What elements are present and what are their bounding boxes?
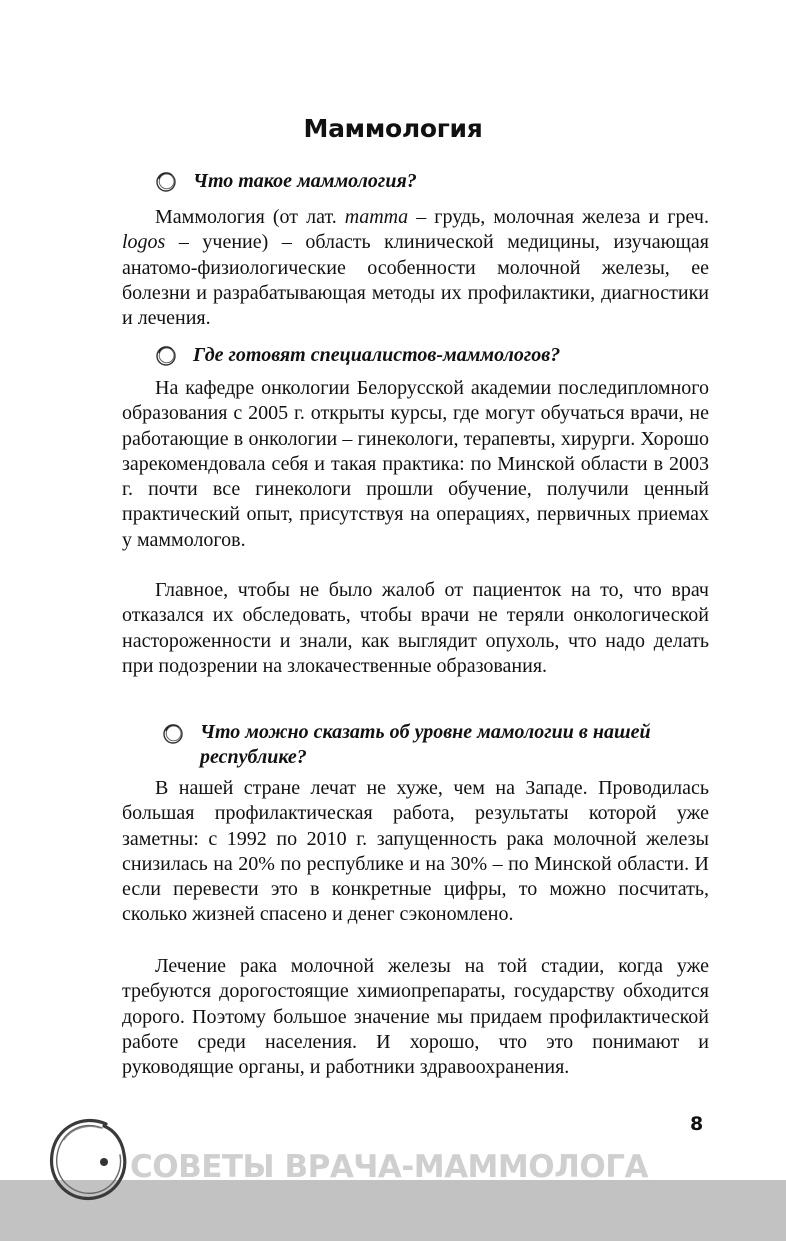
paragraph: На кафедре онкологии Белорусской академии последипломного образования с 2005 г. открыты курсы, где могут обучаться врачи, не работающие в онкологии – гинекологи, терапевты, хирурги. Хорошо зарекомендовала себя и такая практика: по Минской области в 2003 г. почти все гинекологи прошли обучение, получили ценный практический опыт, присутствуя на операциях, первичных приемах у маммологов. <box>122 377 709 551</box>
question-circle-icon <box>155 171 177 193</box>
question-circle-icon <box>155 345 177 367</box>
question-heading: Где готовят специалистов-маммологов? <box>193 344 561 366</box>
page-title: Маммология <box>303 114 483 143</box>
question-line: республике? <box>200 746 307 768</box>
enso-circle-logo-icon <box>44 1110 132 1206</box>
question-circle-icon <box>162 723 184 745</box>
paragraph: В нашей стране лечат не хуже, чем на Западе. Проводилась большая профилактическая работа, результаты которой уже заметны: с 1992 по 2010 г. запущенность рака молочной железы снизилась на 20% по республике и на 30% – по Минской области. И если перевести это в конкретные цифры, то можно посчитать, сколько жизней спасено и денег сэкономлено. <box>122 777 709 926</box>
book-title: СОВЕТЫ ВРАЧА-МАММОЛОГА <box>130 1149 648 1185</box>
question-heading <box>200 720 651 770</box>
paragraph: Лечение рака молочной железы на той стадии, когда уже требуются дорогостоящие химиопрепараты, государству обходится дорого. Поэтому большое значение мы придаем профилактической работе среди населения. И хорошо, что это понимают и руководящие органы, и работники здравоохранения. <box>122 955 709 1079</box>
page-number: 8 <box>690 1113 704 1135</box>
paragraph: Маммология (от лат. mamma – грудь, молочная железа и греч. logos – учение) – область клинической медицины, изучающая анатомо-физиологические особенности молочной железы, ее болезни и разрабатывающая методы их профилактики, диагностики и лечения. <box>122 206 709 330</box>
question-heading: Что такое маммология? <box>193 170 417 192</box>
paragraph: Главное, чтобы не было жалоб от пациенток на то, что врач отказался их обследовать, чтобы врачи не теряли онкологической настороженности и знали, как выглядит опухоль, что надо делать при подозрении на злокачественные образования. <box>122 579 709 677</box>
question-line: Что можно сказать об уровне мамологии в нашей <box>200 721 651 743</box>
